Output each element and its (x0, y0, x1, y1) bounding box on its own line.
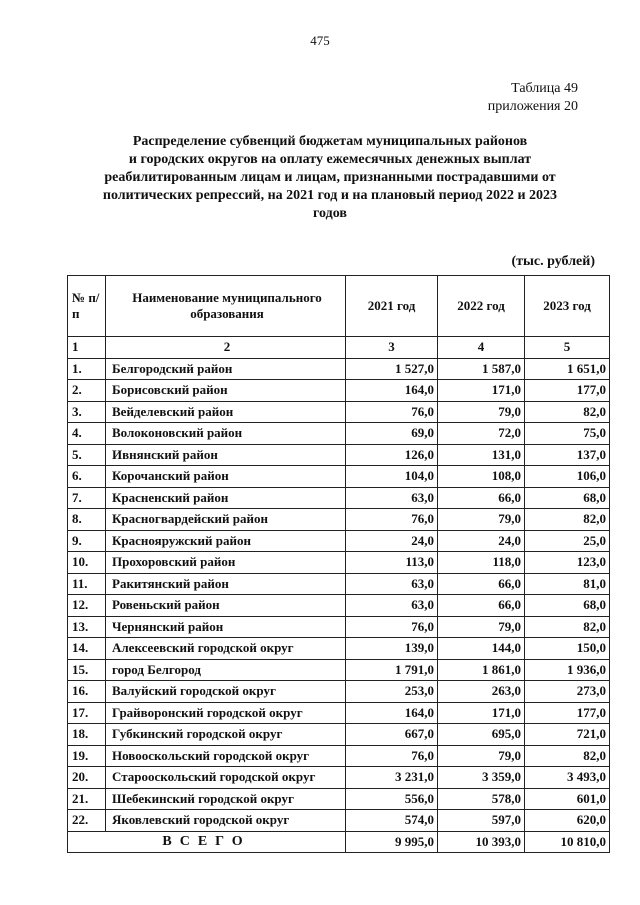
total-label: ВСЕГО (68, 831, 346, 853)
col-number: 1 (68, 337, 106, 359)
row-number: 8. (68, 509, 106, 531)
row-2021: 139,0 (346, 638, 438, 660)
row-name: Алексеевский городской округ (106, 638, 346, 660)
row-2022: 131,0 (438, 444, 525, 466)
row-2021: 1 527,0 (346, 358, 438, 380)
col-number: 2 (106, 337, 346, 359)
table-row (68, 595, 610, 617)
row-number: 12. (68, 595, 106, 617)
row-2023: 177,0 (525, 702, 610, 724)
row-2023: 150,0 (525, 638, 610, 660)
table-row (68, 509, 610, 531)
row-2022: 66,0 (438, 573, 525, 595)
row-name: Грайворонский городской округ (106, 702, 346, 724)
row-2022: 79,0 (438, 509, 525, 531)
row-2022: 144,0 (438, 638, 525, 660)
row-2022: 72,0 (438, 423, 525, 445)
row-number: 21. (68, 788, 106, 810)
table-row (68, 401, 610, 423)
table-row (68, 659, 610, 681)
row-number: 9. (68, 530, 106, 552)
column-numbers-row (68, 337, 610, 359)
title-line: Распределение субвенций бюджетам муниципальных районов (132, 134, 528, 149)
row-name: Губкинский городской округ (106, 724, 346, 746)
row-2023: 273,0 (525, 681, 610, 703)
row-2021: 63,0 (346, 595, 438, 617)
row-2021: 113,0 (346, 552, 438, 574)
document-title (90, 133, 570, 223)
row-name: Корочанский район (106, 466, 346, 488)
row-2022: 263,0 (438, 681, 525, 703)
header-2022: 2022 год (438, 276, 525, 337)
row-number: 11. (68, 573, 106, 595)
row-2023: 82,0 (525, 401, 610, 423)
row-2021: 63,0 (346, 487, 438, 509)
table-row (68, 530, 610, 552)
row-2023: 1 936,0 (525, 659, 610, 681)
row-2021: 126,0 (346, 444, 438, 466)
row-2021: 24,0 (346, 530, 438, 552)
row-number: 14. (68, 638, 106, 660)
row-name: Шебекинский городской округ (106, 788, 346, 810)
row-2023: 82,0 (525, 616, 610, 638)
row-name: Прохоровский район (106, 552, 346, 574)
row-2021: 76,0 (346, 509, 438, 531)
header-2023: 2023 год (525, 276, 610, 337)
header-num: № п/п (68, 276, 106, 337)
row-2021: 667,0 (346, 724, 438, 746)
row-2022: 171,0 (438, 702, 525, 724)
row-2023: 106,0 (525, 466, 610, 488)
row-2022: 1 861,0 (438, 659, 525, 681)
row-2022: 79,0 (438, 745, 525, 767)
table-ref-line2: приложения 20 (487, 99, 578, 114)
total-row (68, 831, 610, 853)
row-name: Новооскольский городской округ (106, 745, 346, 767)
table-row (68, 466, 610, 488)
row-2023: 137,0 (525, 444, 610, 466)
row-2022: 3 359,0 (438, 767, 525, 789)
row-2022: 108,0 (438, 466, 525, 488)
row-number: 4. (68, 423, 106, 445)
row-2023: 82,0 (525, 509, 610, 531)
header-row (68, 276, 610, 337)
row-number: 2. (68, 380, 106, 402)
row-2023: 68,0 (525, 487, 610, 509)
row-2022: 597,0 (438, 810, 525, 832)
table-row (68, 788, 610, 810)
table-row (68, 423, 610, 445)
table-row (68, 681, 610, 703)
row-2022: 79,0 (438, 616, 525, 638)
row-2023: 75,0 (525, 423, 610, 445)
row-2021: 3 231,0 (346, 767, 438, 789)
row-name: Красненский район (106, 487, 346, 509)
row-2021: 574,0 (346, 810, 438, 832)
title-line: и городских округов на оплату ежемесячных денежных выплат (128, 152, 532, 167)
row-name: Краснояружский район (106, 530, 346, 552)
row-2021: 69,0 (346, 423, 438, 445)
row-2023: 601,0 (525, 788, 610, 810)
table-row (68, 487, 610, 509)
row-number: 13. (68, 616, 106, 638)
table-row (68, 573, 610, 595)
col-number: 3 (346, 337, 438, 359)
row-2022: 695,0 (438, 724, 525, 746)
row-2023: 177,0 (525, 380, 610, 402)
header-name: Наименование муниципального образования (106, 276, 346, 337)
row-2021: 556,0 (346, 788, 438, 810)
units-label: (тыс. рублей) (511, 254, 595, 269)
row-2021: 104,0 (346, 466, 438, 488)
row-number: 7. (68, 487, 106, 509)
row-2022: 171,0 (438, 380, 525, 402)
row-name: Ровеньский район (106, 595, 346, 617)
row-number: 5. (68, 444, 106, 466)
total-2023: 10 810,0 (525, 831, 610, 853)
total-2021: 9 995,0 (346, 831, 438, 853)
row-number: 18. (68, 724, 106, 746)
row-2023: 81,0 (525, 573, 610, 595)
table-reference (488, 80, 578, 116)
row-name: Ракитянский район (106, 573, 346, 595)
row-2021: 76,0 (346, 401, 438, 423)
row-number: 3. (68, 401, 106, 423)
row-2021: 164,0 (346, 380, 438, 402)
row-name: Старооскольский городской округ (106, 767, 346, 789)
title-line: реабилитированным лицам и лицам, признанными пострадавшими от (104, 170, 556, 185)
row-2022: 118,0 (438, 552, 525, 574)
row-number: 1. (68, 358, 106, 380)
page-number: 475 (310, 33, 330, 48)
row-2022: 79,0 (438, 401, 525, 423)
row-2023: 620,0 (525, 810, 610, 832)
title-line: годов (313, 206, 347, 221)
table-row (68, 638, 610, 660)
table-row (68, 552, 610, 574)
row-name: город Белгород (106, 659, 346, 681)
row-2022: 578,0 (438, 788, 525, 810)
row-2022: 66,0 (438, 487, 525, 509)
row-number: 15. (68, 659, 106, 681)
row-2023: 123,0 (525, 552, 610, 574)
col-number: 5 (525, 337, 610, 359)
row-2023: 82,0 (525, 745, 610, 767)
row-number: 16. (68, 681, 106, 703)
col-number: 4 (438, 337, 525, 359)
table-row (68, 810, 610, 832)
header-2021: 2021 год (346, 276, 438, 337)
row-name: Волоконовский район (106, 423, 346, 445)
table-body (68, 358, 610, 831)
table-row (68, 702, 610, 724)
row-2021: 1 791,0 (346, 659, 438, 681)
table-ref-line1: Таблица 49 (511, 81, 578, 96)
row-number: 22. (68, 810, 106, 832)
row-2021: 253,0 (346, 681, 438, 703)
title-line: политических репрессий, на 2021 год и на плановый период 2022 и 2023 (102, 188, 558, 203)
row-2023: 68,0 (525, 595, 610, 617)
row-number: 17. (68, 702, 106, 724)
row-2023: 721,0 (525, 724, 610, 746)
row-name: Ивнянский район (106, 444, 346, 466)
row-2021: 76,0 (346, 745, 438, 767)
row-name: Вейделевский район (106, 401, 346, 423)
table-row (68, 745, 610, 767)
row-name: Валуйский городской округ (106, 681, 346, 703)
subsidy-table (67, 275, 610, 853)
table-row (68, 767, 610, 789)
row-name: Борисовский район (106, 380, 346, 402)
row-2021: 63,0 (346, 573, 438, 595)
row-2022: 66,0 (438, 595, 525, 617)
row-2023: 1 651,0 (525, 358, 610, 380)
row-number: 20. (68, 767, 106, 789)
table-row (68, 380, 610, 402)
table-row (68, 724, 610, 746)
table-row (68, 358, 610, 380)
row-name: Белгородский район (106, 358, 346, 380)
total-2022: 10 393,0 (438, 831, 525, 853)
row-2022: 24,0 (438, 530, 525, 552)
row-name: Чернянский район (106, 616, 346, 638)
row-name: Яковлевский городской округ (106, 810, 346, 832)
row-2021: 164,0 (346, 702, 438, 724)
table-row (68, 444, 610, 466)
row-2023: 3 493,0 (525, 767, 610, 789)
row-2022: 1 587,0 (438, 358, 525, 380)
row-name: Красногвардейский район (106, 509, 346, 531)
table-row (68, 616, 610, 638)
row-number: 10. (68, 552, 106, 574)
row-2021: 76,0 (346, 616, 438, 638)
row-number: 6. (68, 466, 106, 488)
row-2023: 25,0 (525, 530, 610, 552)
row-number: 19. (68, 745, 106, 767)
